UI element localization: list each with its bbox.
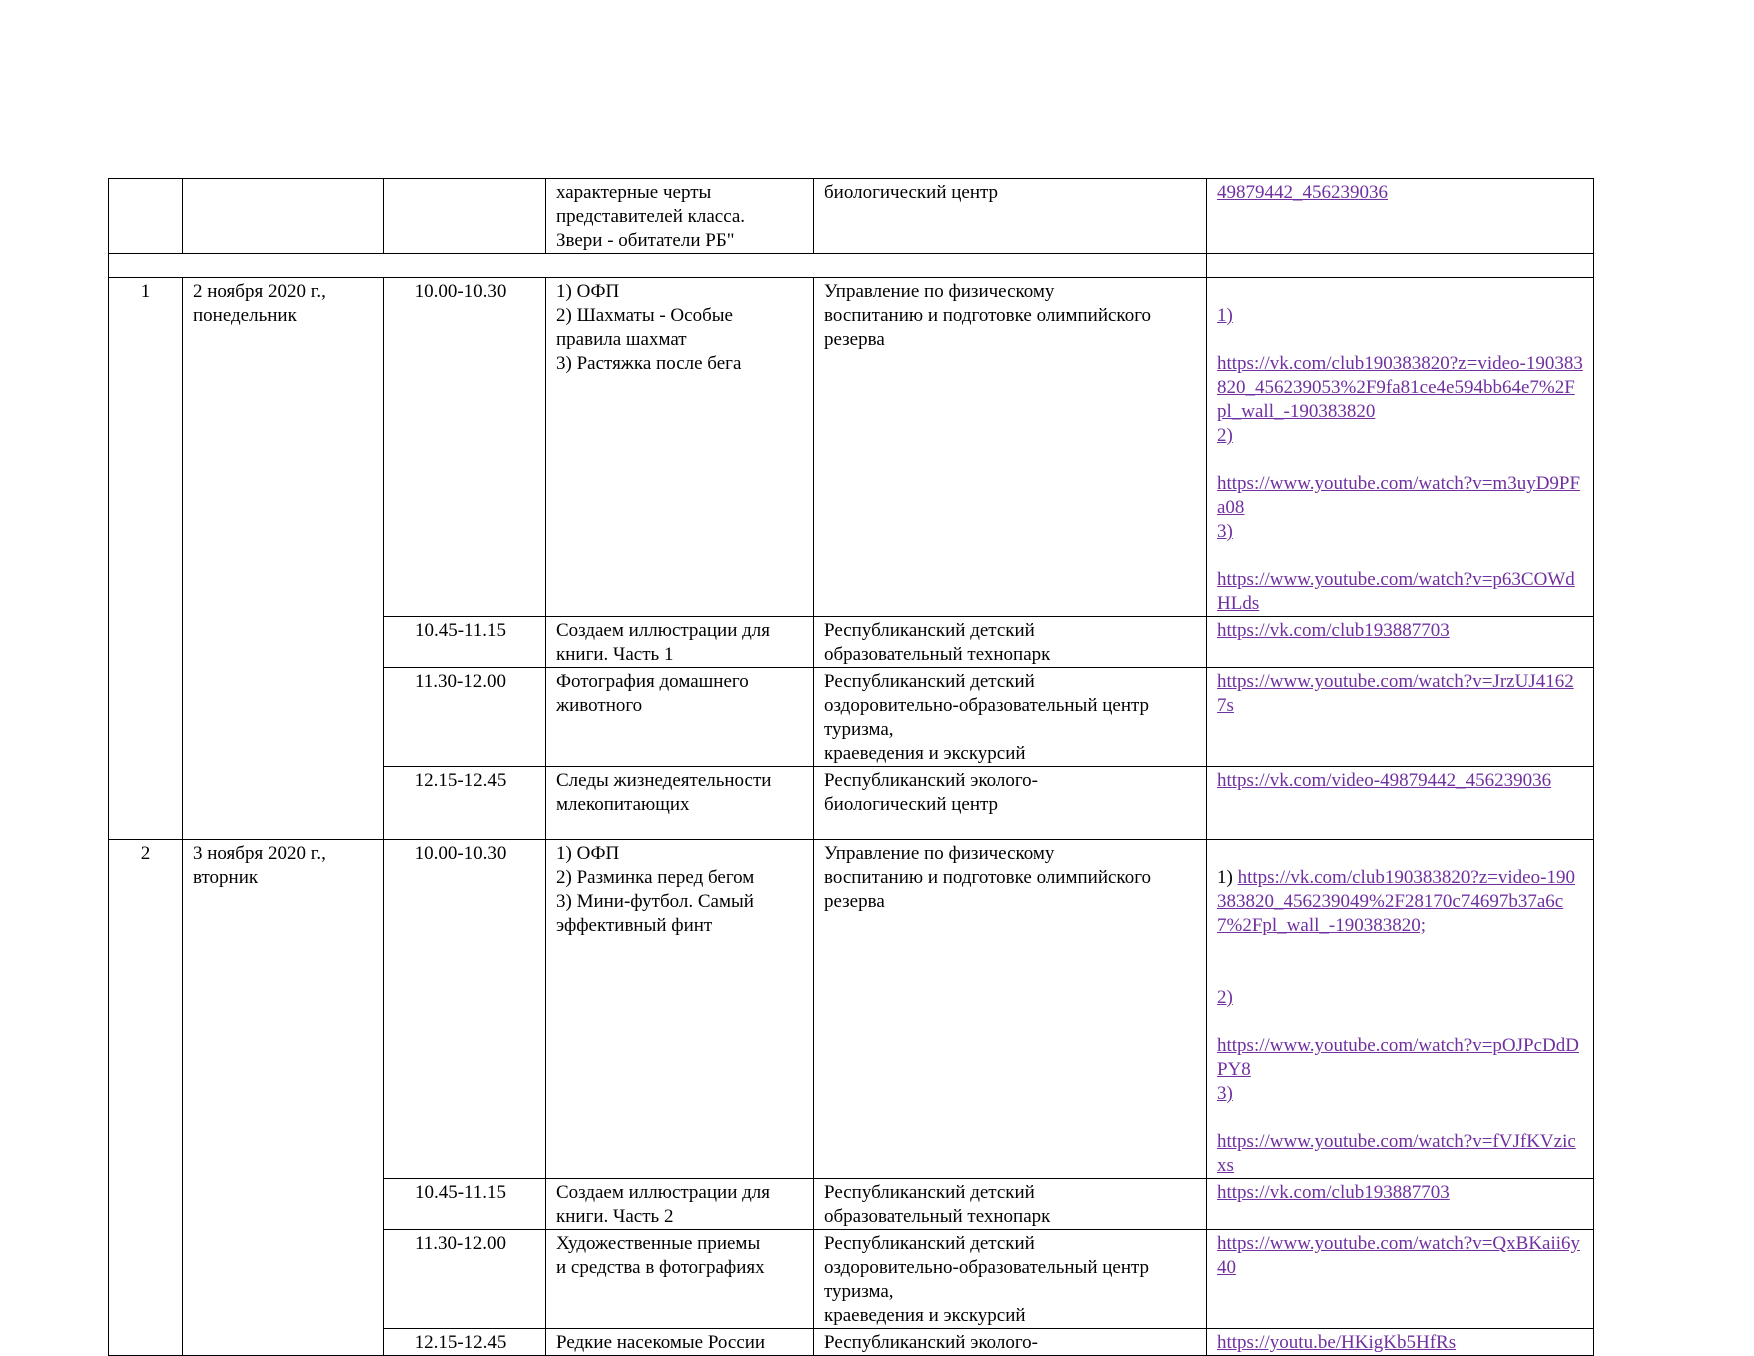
organizer-cell: Управление по физическому воспитанию и подготовке олимпийского резерва bbox=[814, 840, 1207, 1179]
topic-cell: характерные черты представителей класса. Звери - обитатели РБ" bbox=[546, 179, 814, 254]
link-cell bbox=[1207, 278, 1594, 617]
time-cell: 10.45-11.15 bbox=[384, 617, 546, 668]
organizer-cell: Управление по физическому воспитанию и подготовке олимпийского резерва bbox=[814, 278, 1207, 617]
day-date: 3 ноября 2020 г., вторник bbox=[183, 840, 384, 1356]
link-cell bbox=[1207, 1329, 1594, 1356]
link[interactable]: https://www.youtube.com/watch?v=m3uyD9PFa08 bbox=[1217, 473, 1581, 518]
link-cell bbox=[1207, 767, 1594, 840]
separator-cell bbox=[109, 254, 1207, 278]
separator-row bbox=[109, 254, 1594, 278]
time-cell: 10.45-11.15 bbox=[384, 1179, 546, 1230]
link-cell bbox=[1207, 179, 1594, 254]
organizer-cell: биологический центр bbox=[814, 179, 1207, 254]
link-cell bbox=[1207, 1179, 1594, 1230]
schedule-sheet bbox=[108, 178, 1594, 1356]
link[interactable]: 49879442_456239036 bbox=[1217, 182, 1388, 203]
link[interactable]: https://vk.com/club190383820?z=video-190383820_456239053%2F9fa81ce4e594bb64e7%2Fpl_wall_-190383820 bbox=[1217, 353, 1583, 422]
topic-cell: Следы жизнедеятельности млекопитающих bbox=[546, 767, 814, 840]
topic-cell: 1) ОФП 2) Шахматы - Особые правила шахмат 3) Растяжка после бега bbox=[546, 278, 814, 617]
time-cell: 12.15-12.45 bbox=[384, 767, 546, 840]
link[interactable]: https://youtu.be/HKigKb5HfRs bbox=[1217, 1332, 1457, 1353]
link[interactable]: https://vk.com/video-49879442_456239036 bbox=[1217, 770, 1552, 791]
time-cell: 12.15-12.45 bbox=[384, 1329, 546, 1356]
link-cell bbox=[1207, 1230, 1594, 1329]
time-cell: 11.30-12.00 bbox=[384, 1230, 546, 1329]
organizer-cell: Республиканский эколого- bbox=[814, 1329, 1207, 1356]
table-row bbox=[109, 840, 1594, 1179]
organizer-cell: Республиканский детский оздоровительно-образовательный центр туризма, краеведения и экскурсий bbox=[814, 668, 1207, 767]
link[interactable]: https://www.youtube.com/watch?v=QxBKaii6y40 bbox=[1217, 1233, 1581, 1278]
topic-cell: 1) ОФП 2) Разминка перед бегом 3) Мини-футбол. Самый эффективный финт bbox=[546, 840, 814, 1179]
topic-cell: Художественные приемы и средства в фотографиях bbox=[546, 1230, 814, 1329]
link[interactable]: https://www.youtube.com/watch?v=JrzUJ41627s bbox=[1217, 671, 1574, 716]
link-cell bbox=[1207, 668, 1594, 767]
link[interactable]: https://vk.com/club193887703 bbox=[1217, 1182, 1450, 1203]
link-label: 1) bbox=[1217, 305, 1233, 326]
time-cell: 10.00-10.30 bbox=[384, 840, 546, 1179]
link-label: 2) bbox=[1217, 425, 1233, 446]
link[interactable]: https://vk.com/club190383820?z=video-190383820_456239049%2F28170c74697b37a6c7%2Fpl_wall_-190383820; bbox=[1217, 867, 1575, 936]
link-label: 1) bbox=[1217, 867, 1233, 888]
table-row bbox=[109, 278, 1594, 617]
link[interactable]: https://vk.com/club193887703 bbox=[1217, 620, 1450, 641]
schedule-table bbox=[108, 178, 1594, 1356]
day-number: 2 bbox=[109, 840, 183, 1356]
day-number: 1 bbox=[109, 278, 183, 840]
link-cell bbox=[1207, 840, 1594, 1179]
organizer-cell: Республиканский эколого- биологический центр bbox=[814, 767, 1207, 840]
organizer-cell: Республиканский детский образовательный технопарк bbox=[814, 617, 1207, 668]
time-cell bbox=[384, 179, 546, 254]
link-label: 3) bbox=[1217, 521, 1233, 542]
organizer-cell: Республиканский детский оздоровительно-образовательный центр туризма, краеведения и экскурсий bbox=[814, 1230, 1207, 1329]
topic-cell: Создаем иллюстрации для книги. Часть 1 bbox=[546, 617, 814, 668]
time-cell: 10.00-10.30 bbox=[384, 278, 546, 617]
link[interactable]: https://www.youtube.com/watch?v=p63COWdHLds bbox=[1217, 569, 1575, 614]
day-date: 2 ноября 2020 г., понедельник bbox=[183, 278, 384, 840]
link-cell bbox=[1207, 617, 1594, 668]
organizer-cell: Республиканский детский образовательный технопарк bbox=[814, 1179, 1207, 1230]
link[interactable]: https://www.youtube.com/watch?v=fVJfKVzicxs bbox=[1217, 1131, 1576, 1176]
link[interactable]: https://www.youtube.com/watch?v=pOJPcDdDPY8 bbox=[1217, 1035, 1579, 1080]
topic-cell: Редкие насекомые России bbox=[546, 1329, 814, 1356]
topic-cell: Создаем иллюстрации для книги. Часть 2 bbox=[546, 1179, 814, 1230]
link-label: 2) bbox=[1217, 987, 1233, 1008]
link-label: 3) bbox=[1217, 1083, 1233, 1104]
link-item bbox=[1217, 867, 1575, 936]
num-cell bbox=[109, 179, 183, 254]
separator-cell bbox=[1207, 254, 1594, 278]
topic-cell: Фотография домашнего животного bbox=[546, 668, 814, 767]
date-cell bbox=[183, 179, 384, 254]
blank-line bbox=[1217, 938, 1583, 962]
table-row bbox=[109, 179, 1594, 254]
time-cell: 11.30-12.00 bbox=[384, 668, 546, 767]
